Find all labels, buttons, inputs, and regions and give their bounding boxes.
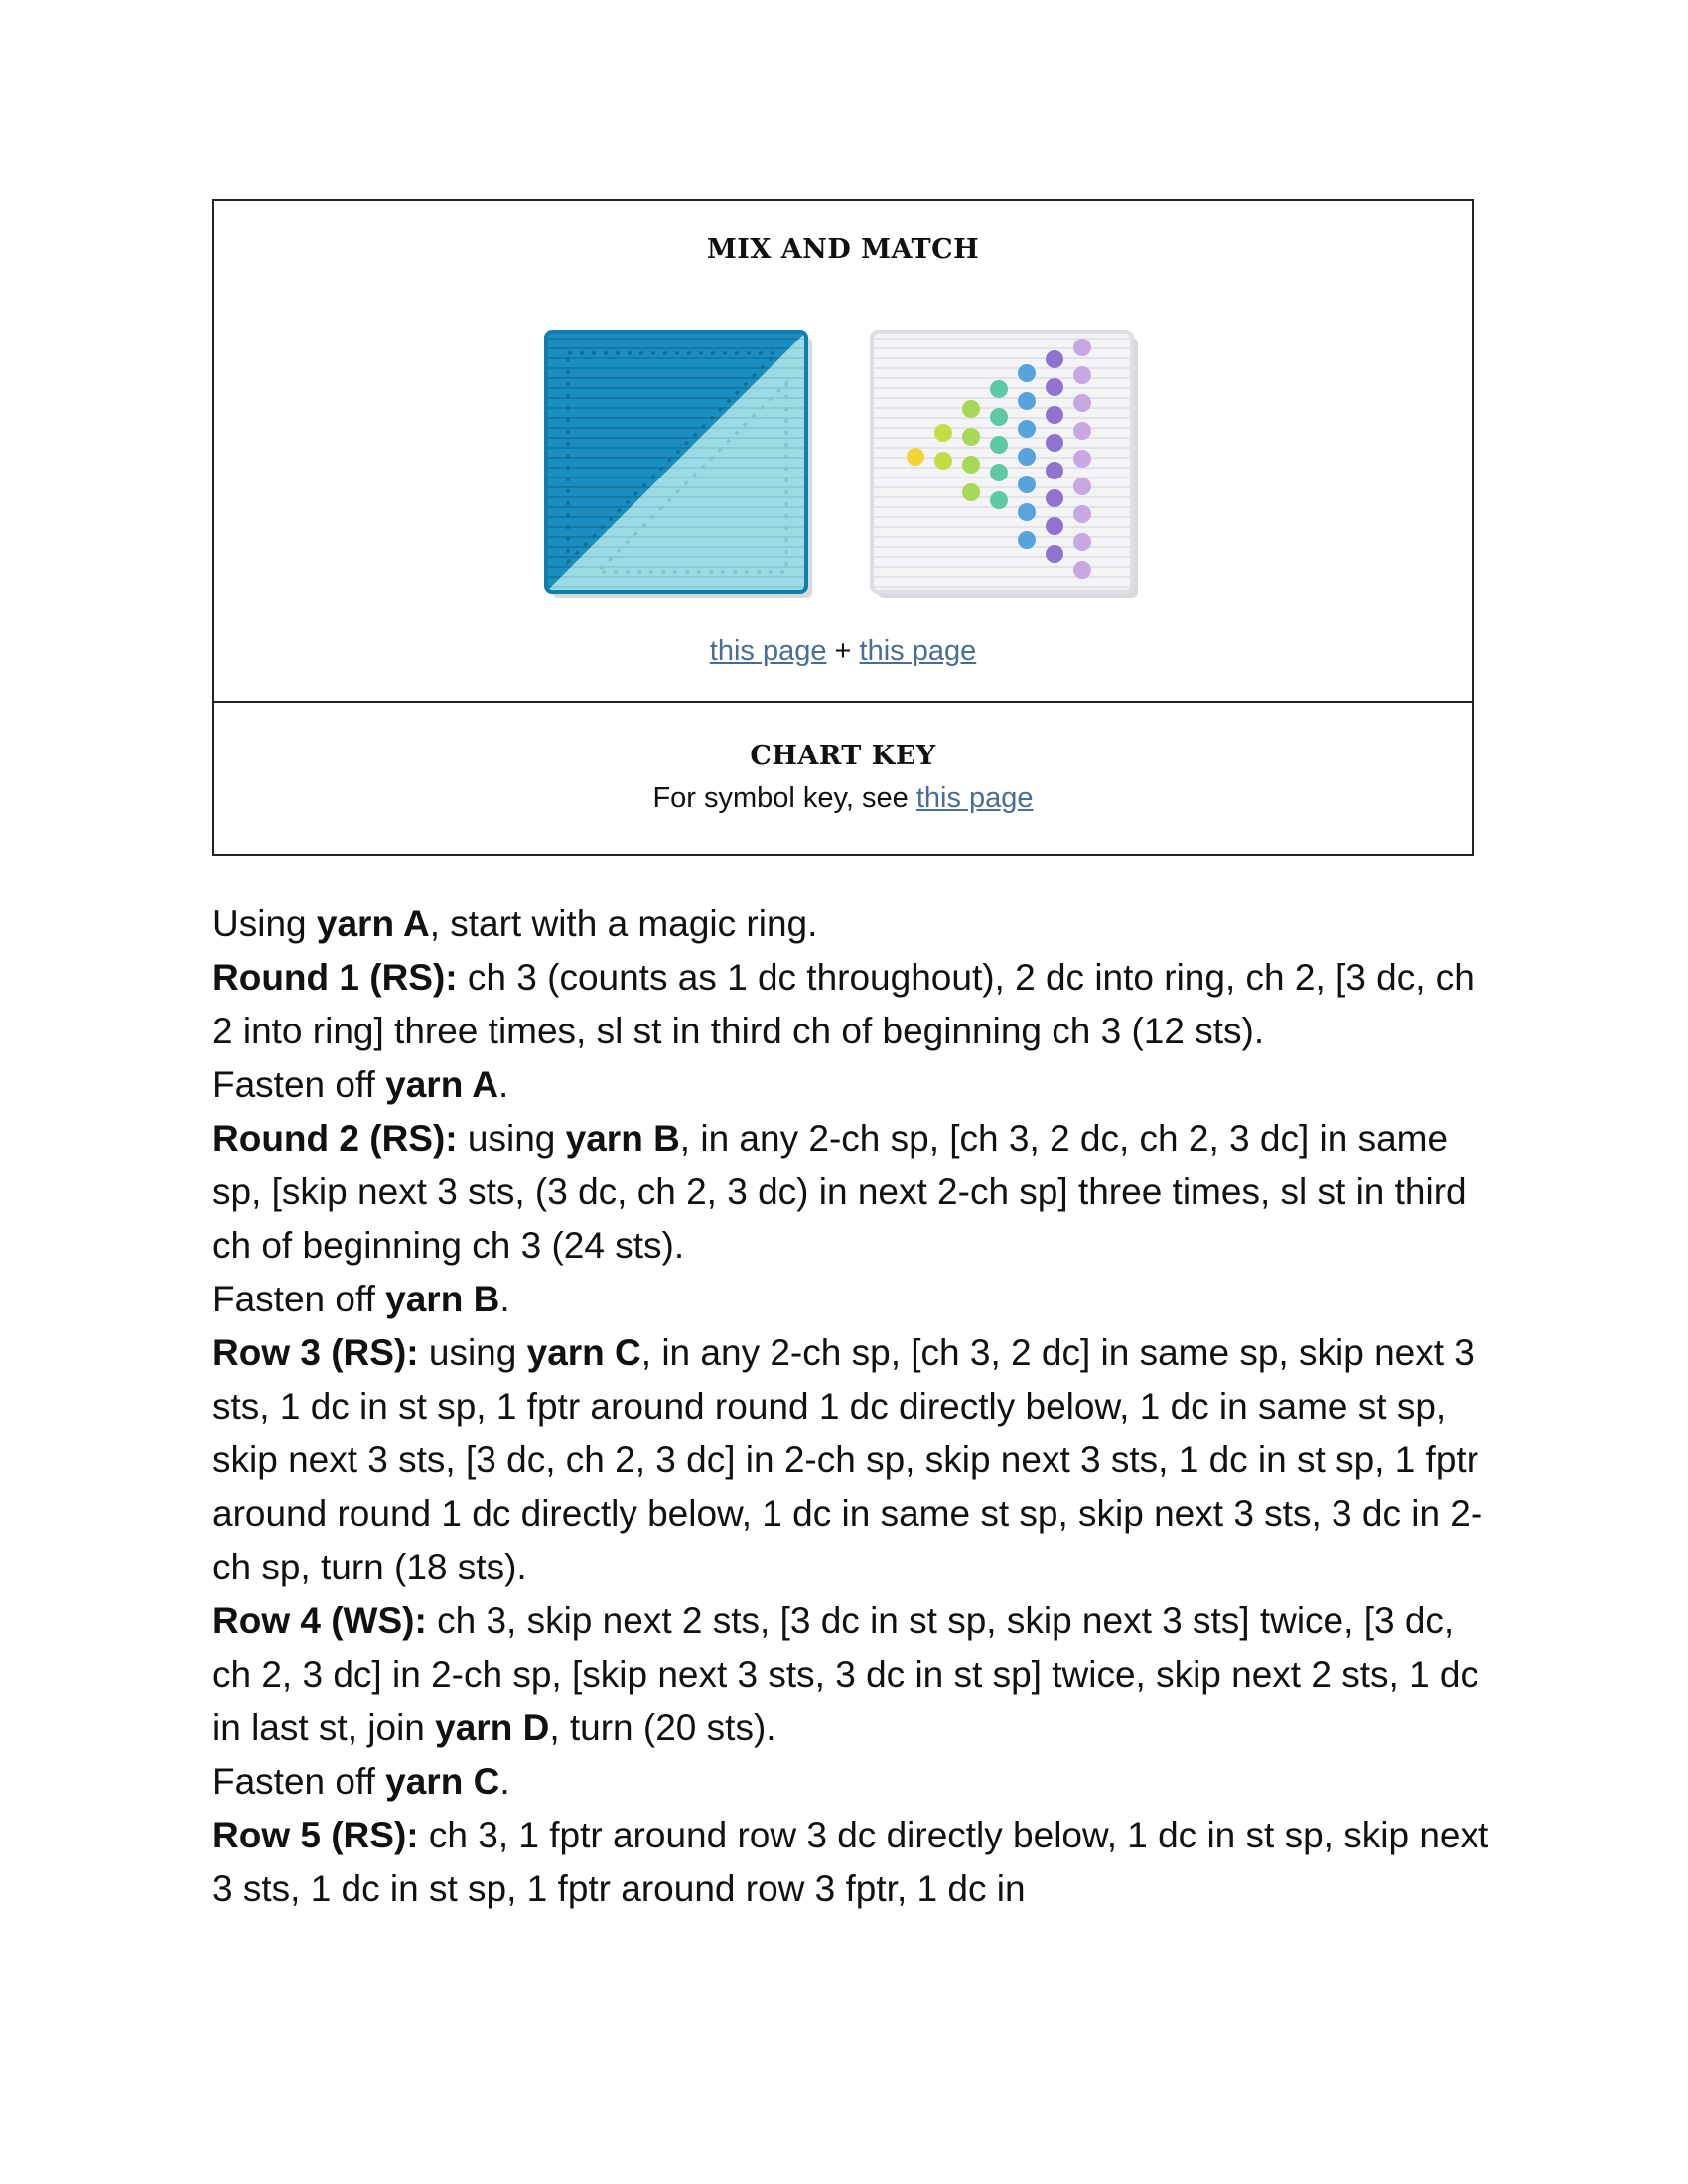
text: . [499,1761,510,1802]
step-label: Row 4 (WS): [212,1600,427,1641]
yarn-name: yarn A [316,903,430,944]
text: ch 3, 1 fptr around row 3 dc directly below, 1 dc in st sp, skip next 3 sts, 1 dc in st sp, 1 fptr around row 3 fptr, 1 dc in [212,1815,1489,1909]
plus-sign: + [826,635,860,667]
step-label: Round 2 (RS): [212,1118,458,1159]
instruction-row-5 [212,1809,1493,1916]
symbol-key-page-link[interactable]: this page [915,782,1034,814]
text: . [497,1064,509,1105]
pattern-instructions [212,897,1493,1916]
instruction-fasten-b [212,1273,1493,1326]
text: Fasten off [212,1279,386,1319]
text: using [418,1332,527,1373]
instruction-row-4 [212,1594,1493,1755]
text: ch 3, skip next 2 sts, [3 dc in st sp, skip next 3 sts] twice, [3 dc, ch 2, 3 dc] in 2-ch sp, [skip next 3 sts, 3 dc in st sp] twice, skip next 2 sts, 1 dc in last st, join [212,1600,1479,1748]
step-label: Row 3 (RS): [212,1332,419,1373]
yarn-name: yarn A [385,1064,498,1105]
mix-and-match-heading: MIX AND MATCH [706,234,980,265]
info-table [212,199,1474,856]
text: Fasten off [212,1761,386,1802]
yarn-name: yarn D [435,1707,550,1748]
blue-diagonal-square-image [538,324,826,612]
text: Fasten off [212,1064,386,1105]
square-2-page-link[interactable]: this page [859,635,977,667]
chart-key-heading: CHART KEY [750,741,936,771]
instruction-fasten-a [212,1058,1493,1112]
text: . [499,1279,510,1319]
square-images [214,324,1472,612]
text: using [457,1118,566,1159]
instruction-row-3 [212,1326,1493,1594]
text: , in any 2-ch sp, [ch 3, 2 dc] in same sp, skip next 3 sts, 1 dc in st sp, 1 fptr around round 1 dc directly below, 1 dc in same st sp, skip next 3 sts, [3 dc, ch 2, 3 dc] in 2-ch sp, skip next 3 sts, 1 dc in st sp, 1 fptr around round 1 dc directly below, 1 dc in same st sp, skip next 3 sts, 3 dc in 2-ch sp, turn (18 sts). [212,1332,1483,1587]
bobble-triangle-square-image [864,324,1152,612]
chart-key-label: For symbol key, see [652,782,916,814]
instruction-fasten-c [212,1755,1493,1809]
step-label: Round 1 (RS): [212,957,458,998]
mix-and-match-links [214,635,1472,668]
chart-key-text [214,782,1472,815]
text: ch 3 (counts as 1 dc throughout), 2 dc into ring, ch 2, [3 dc, ch 2 into ring] three times, sl st in third ch of beginning ch 3 (12 sts). [212,957,1475,1051]
instruction-round-2 [212,1112,1493,1273]
text: , turn (20 sts). [549,1707,776,1748]
text: , in any 2-ch sp, [ch 3, 2 dc, ch 2, 3 dc] in same sp, [skip next 3 sts, (3 dc, ch 2, 3 dc) in next 2-ch sp] three times, sl st in third ch of beginning ch 3 (24 sts). [212,1118,1467,1266]
square-1-page-link[interactable]: this page [709,635,827,667]
yarn-name: yarn C [526,1332,641,1373]
yarn-name: yarn B [385,1279,500,1319]
step-label: Row 5 (RS): [212,1815,419,1855]
chart-key-cell [214,703,1472,854]
yarn-name: yarn B [565,1118,680,1159]
text: , start with a magic ring. [429,903,818,944]
mix-and-match-cell [214,201,1472,703]
instruction-round-1 [212,951,1493,1058]
text: Using [212,903,317,944]
yarn-name: yarn C [385,1761,500,1802]
instruction-start [212,897,1493,951]
